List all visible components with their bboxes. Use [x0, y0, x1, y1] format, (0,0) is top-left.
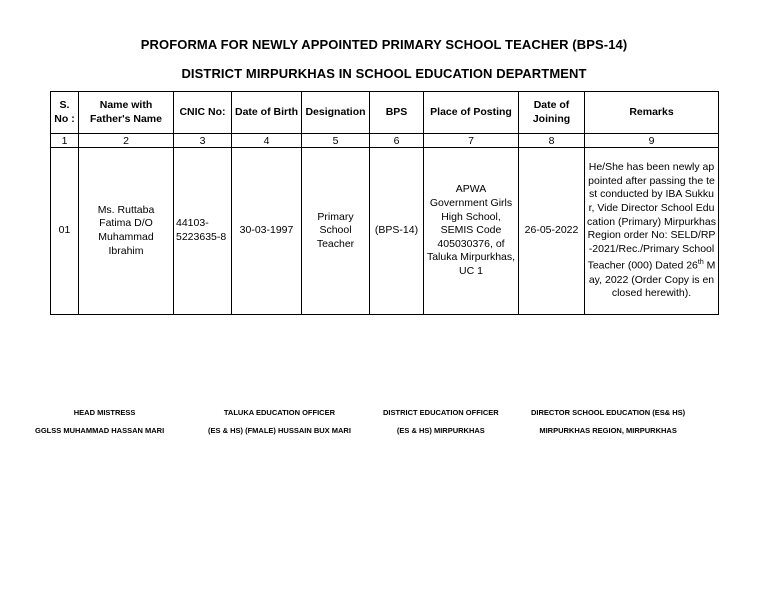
signature-title: DISTRICT EDUCATION OFFICER: [383, 408, 499, 417]
header-posting: Place of Posting: [424, 92, 519, 134]
column-number: 8: [519, 134, 585, 148]
signature-title: TALUKA EDUCATION OFFICER: [223, 408, 336, 417]
proforma-title: PROFORMA FOR NEWLY APPOINTED PRIMARY SCHOOL TEACHER (BPS-14): [140, 37, 628, 52]
signature-head-mistress: [35, 408, 165, 436]
remarks-text: He/She has been newly appointed after passing the test conducted by IBA Sukkur, Vide Director School Education (Primary) Mirpurkhas Region order No: SELD/RP-2021/Rec./Primary School Teacher (000) Dated 26: [587, 161, 716, 272]
signature-district-officer: [383, 408, 499, 436]
header-name: Name with Father's Name: [79, 92, 174, 134]
column-number: 6: [370, 134, 424, 148]
remarks-text-end: May, 2022 (Order Copy is enclosed herewith).: [588, 259, 716, 300]
designation: Primary School Teacher: [302, 148, 370, 315]
department-subtitle: DISTRICT MIRPURKHAS IN SCHOOL EDUCATION DEPARTMENT: [181, 66, 587, 81]
date-of-birth: 30-03-1997: [232, 148, 302, 315]
bps-grade: (BPS-14): [370, 148, 424, 315]
column-number: 5: [302, 134, 370, 148]
signature-director: [531, 408, 685, 436]
column-number: 4: [232, 134, 302, 148]
remarks-ordinal: th: [697, 259, 704, 267]
column-number-row: [51, 134, 719, 148]
date-of-joining: 26-05-2022: [519, 148, 585, 315]
signature-office: GGLSS MUHAMMAD HASSAN MARI: [35, 426, 165, 435]
column-number: 9: [585, 134, 719, 148]
header-row: [51, 92, 719, 134]
column-number: 1: [51, 134, 79, 148]
place-of-posting: APWA Government Girls High School, SEMIS Code 405030376, of Taluka Mirpurkhas, UC 1: [424, 148, 519, 315]
serial-number: 01: [51, 148, 79, 315]
column-number: 3: [174, 134, 232, 148]
signature-office: (ES & HS) MIRPURKHAS: [396, 426, 485, 435]
header-sno: S. No :: [51, 92, 79, 134]
signature-title: DIRECTOR SCHOOL EDUCATION (ES& HS): [531, 408, 686, 417]
table-row: [51, 148, 719, 315]
teacher-name: Ms. Ruttaba Fatima D/O Muhammad Ibrahim: [79, 148, 174, 315]
remarks: [585, 148, 719, 315]
column-number: 7: [424, 134, 519, 148]
column-number: 2: [79, 134, 174, 148]
signature-office: (ES & HS) (FMALE) HUSSAIN BUX MARI: [208, 426, 351, 435]
header-joining: Date of Joining: [519, 92, 585, 134]
cnic-number: 44103-5223635-8: [174, 148, 232, 315]
teacher-proforma-table: [50, 91, 719, 315]
header-bps: BPS: [370, 92, 424, 134]
header-designation: Designation: [302, 92, 370, 134]
signature-title: HEAD MISTRESS: [73, 408, 136, 417]
header-dob: Date of Birth: [232, 92, 302, 134]
signature-office: MIRPURKHAS REGION, MIRPURKHAS: [539, 426, 677, 435]
header-cnic: CNIC No:: [174, 92, 232, 134]
signature-taluka-officer: [208, 408, 351, 436]
header-remarks: Remarks: [585, 92, 719, 134]
